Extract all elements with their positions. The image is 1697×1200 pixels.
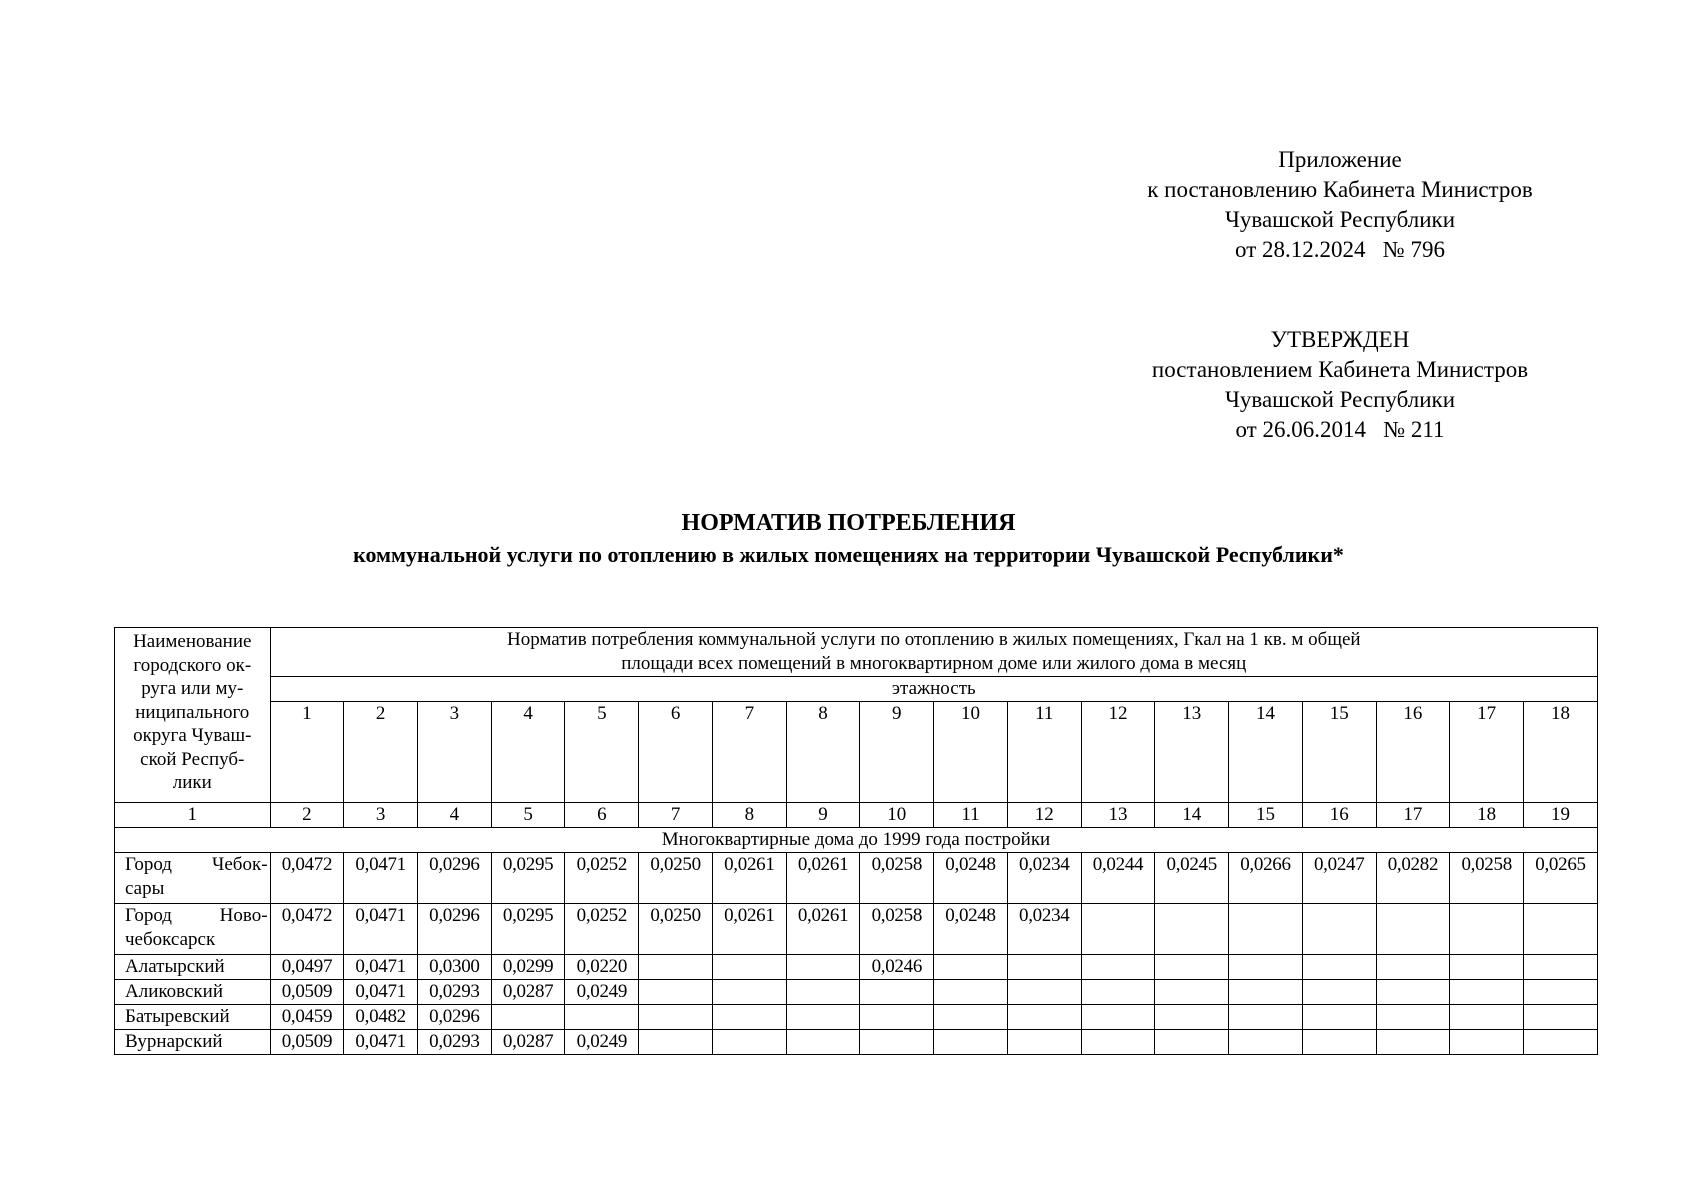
norm-value-cell xyxy=(1007,1030,1081,1055)
norm-value-cell xyxy=(1524,1030,1598,1055)
norm-value-cell: 0,0282 xyxy=(1376,853,1450,904)
norm-value-cell xyxy=(934,1005,1008,1030)
norm-value-cell xyxy=(639,1005,713,1030)
table-row xyxy=(115,853,1598,904)
district-name-header-line: Наименование xyxy=(133,631,252,652)
norms-table xyxy=(114,627,1598,1055)
norm-value-cell: 0,0471 xyxy=(344,853,418,904)
norm-header-line: площади всех помещений в многоквартирном доме или жилого дома в месяц xyxy=(621,653,1247,674)
floor-header-cell: 8 xyxy=(786,702,860,803)
district-name-cell: Алатырский xyxy=(115,955,271,980)
norm-value-cell xyxy=(1376,1005,1450,1030)
district-name-cell xyxy=(115,853,271,904)
column-number-cell: 3 xyxy=(344,803,418,828)
norm-value-cell: 0,0295 xyxy=(491,853,565,904)
table-row xyxy=(115,980,1598,1005)
norm-value-cell xyxy=(1229,1005,1303,1030)
norm-value-cell xyxy=(491,1005,565,1030)
norm-value-cell xyxy=(1081,955,1155,980)
table-row xyxy=(115,955,1598,980)
approved-resolution-ref: постановлением Кабинета Министров xyxy=(1151,357,1529,382)
column-number-cell: 16 xyxy=(1302,803,1376,828)
norm-value-cell xyxy=(934,980,1008,1005)
floor-header-cell: 13 xyxy=(1155,702,1229,803)
column-number-cell: 7 xyxy=(639,803,713,828)
norm-value-cell xyxy=(786,1005,860,1030)
norm-value-cell: 0,0258 xyxy=(860,853,934,904)
norm-value-cell xyxy=(1524,955,1598,980)
table-row xyxy=(115,1030,1598,1055)
norm-value-cell xyxy=(1450,1005,1524,1030)
column-number-cell: 2 xyxy=(270,803,344,828)
table-row xyxy=(115,1005,1598,1030)
district-name-header-line: ской Респуб- xyxy=(140,748,245,770)
column-number-cell: 9 xyxy=(786,803,860,828)
norm-value-cell: 0,0293 xyxy=(418,1030,492,1055)
norm-value-cell xyxy=(1229,904,1303,955)
floor-header-cell: 16 xyxy=(1376,702,1450,803)
norm-value-cell: 0,0266 xyxy=(1229,853,1303,904)
norm-value-cell xyxy=(1007,1005,1081,1030)
floor-header-cell: 2 xyxy=(344,702,418,803)
norm-value-cell xyxy=(1450,904,1524,955)
norm-value-cell xyxy=(1450,980,1524,1005)
appendix-label: Приложение xyxy=(1278,147,1402,172)
floors-header: этажность xyxy=(270,677,1597,702)
district-name-header-line: руга или му- xyxy=(141,678,244,699)
norm-value-cell: 0,0296 xyxy=(418,904,492,955)
title-main: НОРМАТИВ ПОТРЕБЛЕНИЯ xyxy=(681,510,1016,536)
norm-value-cell xyxy=(1376,904,1450,955)
norm-value-cell: 0,0250 xyxy=(639,904,713,955)
norm-value-cell xyxy=(1081,1005,1155,1030)
floors-header-row xyxy=(115,677,1598,702)
column-number-cell: 6 xyxy=(565,803,639,828)
appendix-republic: Чувашской Республики xyxy=(1224,207,1456,232)
document-title xyxy=(0,507,1697,571)
norm-value-cell xyxy=(934,955,1008,980)
norm-value-cell: 0,0287 xyxy=(491,980,565,1005)
norm-value-cell: 0,0252 xyxy=(565,904,639,955)
norm-value-cell: 0,0252 xyxy=(565,853,639,904)
norm-value-cell xyxy=(1524,1005,1598,1030)
district-name-header-line: лики xyxy=(172,772,212,793)
norm-value-cell: 0,0296 xyxy=(418,1005,492,1030)
norm-value-cell: 0,0293 xyxy=(418,980,492,1005)
column-number-cell: 4 xyxy=(418,803,492,828)
norm-value-cell xyxy=(786,955,860,980)
column-number-cell: 18 xyxy=(1450,803,1524,828)
norm-value-cell xyxy=(1302,1030,1376,1055)
norm-value-cell: 0,0471 xyxy=(344,980,418,1005)
floor-header-cell: 14 xyxy=(1229,702,1303,803)
norm-value-cell xyxy=(1081,980,1155,1005)
floor-header-cell: 18 xyxy=(1524,702,1598,803)
norm-value-cell xyxy=(712,1005,786,1030)
norm-value-cell xyxy=(1302,980,1376,1005)
norm-value-cell: 0,0261 xyxy=(786,904,860,955)
norm-value-cell xyxy=(1376,955,1450,980)
norm-value-cell: 0,0258 xyxy=(1450,853,1524,904)
norm-value-cell: 0,0471 xyxy=(344,904,418,955)
floor-header-cell: 10 xyxy=(934,702,1008,803)
district-name-header xyxy=(115,628,271,803)
column-number-cell: 11 xyxy=(934,803,1008,828)
norm-value-cell: 0,0287 xyxy=(491,1030,565,1055)
district-name-line: чебоксарск xyxy=(125,929,216,950)
norm-value-cell xyxy=(1155,1030,1229,1055)
floor-header-cell: 1 xyxy=(270,702,344,803)
table-row xyxy=(115,904,1598,955)
appendix-date-number: от 28.12.2024 № 796 xyxy=(1235,237,1445,262)
district-name-header-line: округа Чуваш- xyxy=(133,725,252,746)
norm-value-cell xyxy=(639,1030,713,1055)
district-name-line: Город Ново- xyxy=(125,905,268,926)
floor-header-cell: 17 xyxy=(1450,702,1524,803)
appendix-resolution-ref: к постановлению Кабинета Министров xyxy=(1147,177,1533,202)
norm-value-cell xyxy=(860,980,934,1005)
column-number-cell: 17 xyxy=(1376,803,1450,828)
norm-value-cell: 0,0472 xyxy=(270,904,344,955)
floor-header-cell: 9 xyxy=(860,702,934,803)
norm-value-cell xyxy=(1155,904,1229,955)
norm-value-cell: 0,0509 xyxy=(270,980,344,1005)
norm-value-cell: 0,0299 xyxy=(491,955,565,980)
floor-header-cell: 5 xyxy=(565,702,639,803)
norm-value-cell xyxy=(639,955,713,980)
floor-header-cell: 11 xyxy=(1007,702,1081,803)
column-number-cell: 1 xyxy=(115,803,271,828)
norm-value-cell xyxy=(934,1030,1008,1055)
column-number-cell: 12 xyxy=(1007,803,1081,828)
norm-value-cell: 0,0220 xyxy=(565,955,639,980)
norm-value-cell: 0,0261 xyxy=(786,853,860,904)
title-subtitle: коммунальной услуги по отоплению в жилых помещениях на территории Чувашской Республики* xyxy=(353,542,1344,567)
norm-value-cell xyxy=(1007,980,1081,1005)
floor-header-cell: 12 xyxy=(1081,702,1155,803)
norm-value-cell: 0,0247 xyxy=(1302,853,1376,904)
norm-value-cell xyxy=(1081,904,1155,955)
column-number-cell: 15 xyxy=(1229,803,1303,828)
district-name-cell: Батыревский xyxy=(115,1005,271,1030)
floors-row xyxy=(115,702,1598,803)
norm-value-cell xyxy=(1376,1030,1450,1055)
norm-value-cell: 0,0482 xyxy=(344,1005,418,1030)
district-name-line: Город Чебок- xyxy=(125,854,268,875)
column-number-cell: 10 xyxy=(860,803,934,828)
norm-value-cell xyxy=(1155,955,1229,980)
norm-value-cell: 0,0234 xyxy=(1007,904,1081,955)
norm-value-cell: 0,0459 xyxy=(270,1005,344,1030)
approved-label: УТВЕРЖДЕН xyxy=(1270,327,1410,352)
norm-value-cell: 0,0261 xyxy=(712,904,786,955)
approved-block xyxy=(1090,325,1590,445)
norm-value-cell: 0,0296 xyxy=(418,853,492,904)
norm-value-cell: 0,0497 xyxy=(270,955,344,980)
norm-header xyxy=(270,628,1597,677)
norm-value-cell xyxy=(1007,955,1081,980)
norm-header-line: Норматив потребления коммунальной услуги по отоплению в жилых помещениях, Гкал на 1 кв. м общей xyxy=(506,629,1361,650)
norm-value-cell: 0,0258 xyxy=(860,904,934,955)
norm-value-cell: 0,0248 xyxy=(934,853,1008,904)
column-number-cell: 5 xyxy=(491,803,565,828)
norm-value-cell xyxy=(639,980,713,1005)
norm-value-cell xyxy=(1081,1030,1155,1055)
district-name-header-line: ниципального xyxy=(135,701,250,723)
district-name-cell: Аликовский xyxy=(115,980,271,1005)
norm-value-cell xyxy=(1450,955,1524,980)
column-numbers-row xyxy=(115,803,1598,828)
norm-value-cell xyxy=(1302,904,1376,955)
norm-value-cell: 0,0248 xyxy=(934,904,1008,955)
norm-value-cell: 0,0265 xyxy=(1524,853,1598,904)
column-number-cell: 19 xyxy=(1524,803,1598,828)
norm-value-cell xyxy=(1450,1030,1524,1055)
norm-value-cell xyxy=(1302,955,1376,980)
district-name-cell: Вурнарский xyxy=(115,1030,271,1055)
norm-value-cell: 0,0249 xyxy=(565,980,639,1005)
floor-header-cell: 3 xyxy=(418,702,492,803)
district-name-cell xyxy=(115,904,271,955)
appendix-block xyxy=(1090,145,1590,265)
approved-republic: Чувашской Республики xyxy=(1224,387,1456,412)
norm-value-cell: 0,0471 xyxy=(344,1030,418,1055)
approved-date-number: от 26.06.2014 № 211 xyxy=(1235,417,1445,442)
table-header-row xyxy=(115,628,1598,677)
floor-header-cell: 4 xyxy=(491,702,565,803)
norm-value-cell xyxy=(1229,980,1303,1005)
floor-header-cell: 7 xyxy=(712,702,786,803)
norm-value-cell: 0,0249 xyxy=(565,1030,639,1055)
norm-value-cell: 0,0250 xyxy=(639,853,713,904)
norm-value-cell xyxy=(565,1005,639,1030)
column-number-cell: 14 xyxy=(1155,803,1229,828)
norm-value-cell: 0,0245 xyxy=(1155,853,1229,904)
norm-value-cell xyxy=(1524,980,1598,1005)
norm-value-cell: 0,0509 xyxy=(270,1030,344,1055)
norm-value-cell: 0,0261 xyxy=(712,853,786,904)
section-title: Многоквартирные дома до 1999 года постройки xyxy=(115,828,1598,853)
section-row xyxy=(115,828,1598,853)
norm-value-cell: 0,0471 xyxy=(344,955,418,980)
norm-value-cell: 0,0300 xyxy=(418,955,492,980)
norm-value-cell xyxy=(860,1030,934,1055)
norm-value-cell xyxy=(1302,1005,1376,1030)
floor-header-cell: 6 xyxy=(639,702,713,803)
norm-value-cell xyxy=(1229,1030,1303,1055)
norm-value-cell xyxy=(786,1030,860,1055)
norm-value-cell xyxy=(712,1030,786,1055)
norm-value-cell: 0,0295 xyxy=(491,904,565,955)
column-number-cell: 8 xyxy=(712,803,786,828)
norm-value-cell xyxy=(712,955,786,980)
norm-value-cell xyxy=(712,980,786,1005)
column-number-cell: 13 xyxy=(1081,803,1155,828)
norm-value-cell: 0,0246 xyxy=(860,955,934,980)
norm-value-cell xyxy=(1229,955,1303,980)
floor-header-cell: 15 xyxy=(1302,702,1376,803)
district-name-line: сары xyxy=(125,878,165,899)
district-name-header-line: городского ок- xyxy=(133,654,252,676)
norm-value-cell xyxy=(860,1005,934,1030)
norm-value-cell xyxy=(1376,980,1450,1005)
norm-value-cell xyxy=(1155,1005,1229,1030)
norm-value-cell xyxy=(1524,904,1598,955)
norm-value-cell: 0,0244 xyxy=(1081,853,1155,904)
norm-value-cell xyxy=(1155,980,1229,1005)
norm-value-cell: 0,0472 xyxy=(270,853,344,904)
norm-value-cell xyxy=(786,980,860,1005)
norm-value-cell: 0,0234 xyxy=(1007,853,1081,904)
